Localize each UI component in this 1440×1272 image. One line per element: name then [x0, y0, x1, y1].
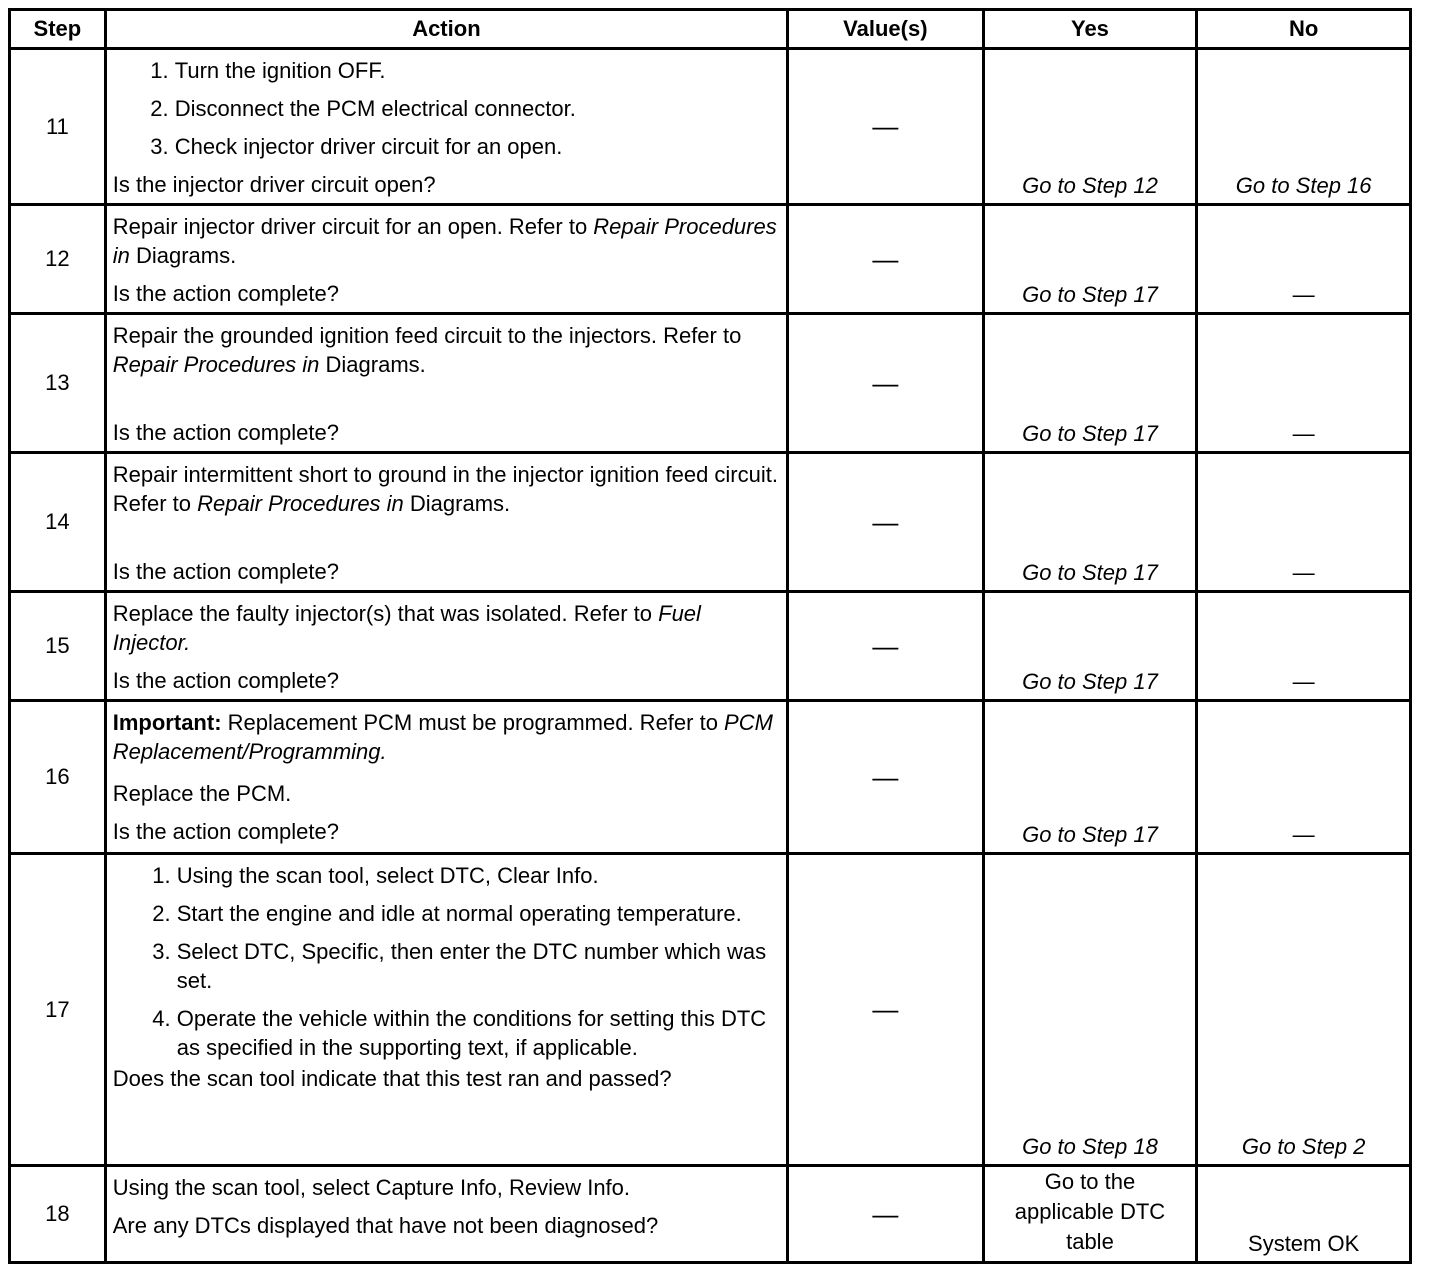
no-cell: Go to Step 2 [1197, 854, 1411, 1166]
value-cell: — [788, 453, 984, 592]
yes-cell: Go to Step 17 [983, 453, 1197, 592]
action-step-item: 1. Using the scan tool, select DTC, Clear Info. [177, 861, 780, 890]
action-steps [113, 56, 780, 161]
action-text: Important: Replacement PCM must be programmed. Refer to PCM Replacement/Programming. [112, 710, 773, 764]
diagnostic-table [8, 8, 1412, 1264]
action-step-item: 1. Turn the ignition OFF. [175, 56, 780, 85]
action-question: Is the action complete? [112, 819, 339, 844]
action-steps [113, 861, 780, 1062]
yes-cell: Go to Step 17 [983, 701, 1197, 854]
table-row [10, 1166, 1411, 1263]
action-question: Does the scan tool indicate that this test ran and passed? [112, 1066, 672, 1091]
step-number: 11 [10, 49, 106, 205]
table-row [10, 49, 1411, 205]
step-number: 12 [10, 205, 106, 314]
table-row [10, 592, 1411, 701]
action-step-item: 3. Check injector driver circuit for an open. [175, 132, 780, 161]
header-no: No [1197, 10, 1411, 49]
step-number: 17 [10, 854, 106, 1166]
no-cell: Go to Step 16 [1197, 49, 1411, 205]
action-question: Is the injector driver circuit open? [112, 172, 436, 197]
action-cell [105, 592, 787, 701]
action-cell [105, 854, 787, 1166]
header-action: Action [105, 10, 787, 49]
yes-cell: Go to Step 17 [983, 314, 1197, 453]
yes-text: Go to the applicable DTC table [1014, 1169, 1166, 1254]
action-cell [105, 1166, 787, 1263]
value-cell: — [788, 592, 984, 701]
yes-cell: Go to Step 18 [983, 854, 1197, 1166]
yes-cell: Go to Step 17 [983, 205, 1197, 314]
action-text: Repair the grounded ignition feed circuit to the injectors. Refer to Repair Procedures in Diagrams. [112, 323, 742, 377]
action-text-2: Replace the PCM. [112, 781, 292, 806]
value-cell: — [788, 701, 984, 854]
yes-cell [983, 1166, 1197, 1263]
action-question: Are any DTCs displayed that have not been diagnosed? [112, 1213, 659, 1238]
action-step-item: 2. Disconnect the PCM electrical connector. [175, 94, 780, 123]
action-text: Repair intermittent short to ground in the injector ignition feed circuit. Refer to Repair Procedures in Diagrams. [112, 462, 778, 516]
value-cell: — [788, 314, 984, 453]
step-number: 14 [10, 453, 106, 592]
action-question: Is the action complete? [112, 559, 339, 584]
header-yes: Yes [983, 10, 1197, 49]
no-cell: — [1197, 205, 1411, 314]
action-step-item: 3. Select DTC, Specific, then enter the DTC number which was set. [177, 937, 780, 995]
action-text: Replace the faulty injector(s) that was isolated. Refer to Fuel Injector. [112, 601, 701, 655]
action-question: Is the action complete? [112, 420, 339, 445]
action-cell [105, 205, 787, 314]
no-cell: — [1197, 314, 1411, 453]
important-label: Important: [112, 710, 222, 735]
no-cell: — [1197, 592, 1411, 701]
action-text: Using the scan tool, select Capture Info, Review Info. [112, 1175, 631, 1200]
action-cell [105, 314, 787, 453]
table-row [10, 453, 1411, 592]
no-cell: — [1197, 453, 1411, 592]
action-step-item: 2. Start the engine and idle at normal operating temperature. [177, 899, 780, 928]
table-row [10, 701, 1411, 854]
no-cell: — [1197, 701, 1411, 854]
header-value: Value(s) [788, 10, 984, 49]
step-number: 13 [10, 314, 106, 453]
step-number: 15 [10, 592, 106, 701]
value-cell: — [788, 1166, 984, 1263]
action-cell [105, 453, 787, 592]
header-row [10, 10, 1411, 49]
no-cell: System OK [1197, 1166, 1411, 1263]
action-step-item: 4. Operate the vehicle within the conditions for setting this DTC as specified in the supporting text, if applicable. [177, 1004, 780, 1062]
table-row [10, 205, 1411, 314]
action-cell [105, 701, 787, 854]
action-text: Repair injector driver circuit for an open. Refer to Repair Procedures in Diagrams. [112, 214, 777, 268]
value-cell: — [788, 205, 984, 314]
step-number: 16 [10, 701, 106, 854]
action-question: Is the action complete? [112, 281, 339, 306]
action-question: Is the action complete? [112, 668, 339, 693]
value-cell: — [788, 854, 984, 1166]
header-step: Step [10, 10, 106, 49]
table-row [10, 314, 1411, 453]
table-row [10, 854, 1411, 1166]
action-cell [105, 49, 787, 205]
yes-cell: Go to Step 12 [983, 49, 1197, 205]
value-cell: — [788, 49, 984, 205]
step-number: 18 [10, 1166, 106, 1263]
yes-cell: Go to Step 17 [983, 592, 1197, 701]
